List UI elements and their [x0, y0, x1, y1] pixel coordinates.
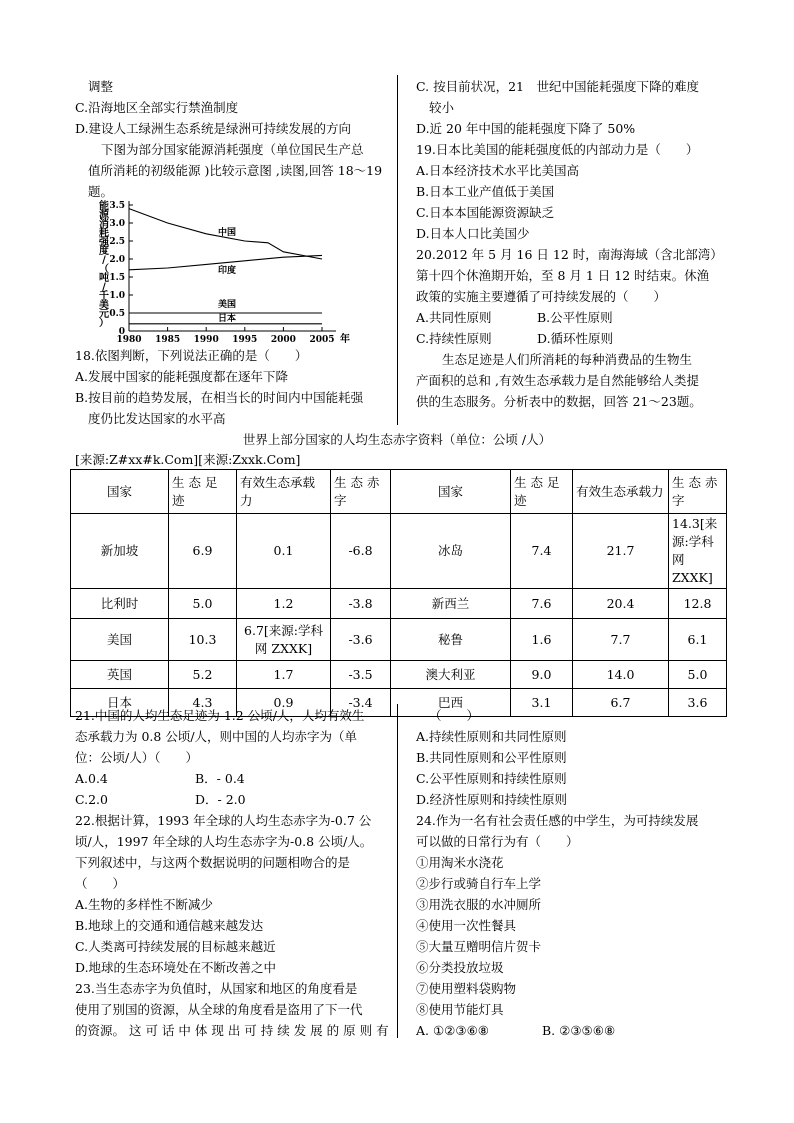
right-column-top: [416, 76, 736, 412]
cell: 5.0: [669, 661, 727, 689]
q22-stem-line3: 下列叙述中，与这两个数据说明的问题相吻合的是: [75, 855, 351, 870]
header-country: 国家: [71, 470, 169, 514]
q22-stem-line2: 顷/人，1997 年全球的人均生态赤字为-0.8 公顷/人。: [75, 834, 373, 849]
q19-option-b: B.日本工业产值低于美国: [416, 184, 555, 199]
cell: -3.5: [331, 661, 391, 689]
y-axis-label: 能源消耗强度/（吨/千美元）: [99, 201, 109, 329]
q22-option-b: B.地球上的交通和通信越来越发达: [75, 918, 264, 933]
cell: 0.1: [237, 514, 331, 589]
cell: 3.6: [669, 689, 727, 717]
q23-stem-line2: 使用了别国的资源，从全球的角度看是盗用了下一代: [75, 1002, 363, 1017]
q20-option-b: B.公平性原则: [537, 310, 613, 325]
table-row: [71, 589, 727, 619]
y-tick-label: 0.5: [109, 309, 125, 319]
y-tick-label: 1.5: [109, 273, 125, 283]
q24-item-6: ⑥分类投放垃圾: [416, 960, 504, 975]
q21-option-b: B．- 0.4: [195, 771, 245, 786]
q18-option-c: C. 按目前状况，21 世纪中国能耗强度下降的难度: [416, 79, 699, 94]
x-tick-label: 1995: [232, 335, 258, 345]
q21-option-d: D．- 2.0: [195, 792, 246, 807]
cell: 巴西: [391, 689, 511, 717]
q23-option-a: A.持续性原则和共同性原则: [416, 729, 567, 744]
cell: 4.3: [169, 689, 237, 717]
q21-options-ab: [75, 768, 390, 789]
cell: 21.7: [573, 514, 669, 589]
left-column-top: [75, 76, 390, 202]
q18-option-b-cont: 度仍比发达国家的水平高: [88, 411, 226, 426]
q17-option-d: D.建设人工绿洲生态系统是绿洲可持续发展的方向: [75, 121, 352, 136]
cell: 澳大利亚: [391, 661, 511, 689]
energy-intensity-chart-svg: [96, 197, 366, 345]
q18-option-d: D.近 20 年中国的能耗强度下降了 50%: [416, 121, 636, 136]
cell: 0.9: [237, 689, 331, 717]
table-row: [71, 661, 727, 689]
cell: 比利时: [71, 589, 169, 619]
q21-stem-line1: 21.中国的人均生态足迹为 1.2 公顷/人，人均有效生: [75, 708, 365, 723]
y-tick-label: 1.0: [109, 291, 125, 301]
q23-option-d: D.经济性原则和持续性原则: [416, 792, 568, 807]
q21-options-cd: [75, 789, 390, 810]
q24-item-1: ①用淘米水浇花: [416, 855, 504, 870]
table-header-row: [71, 470, 727, 514]
cell: 美国: [71, 619, 169, 661]
series-label-1: 印度: [218, 266, 237, 276]
series-label-0: 中国: [218, 228, 237, 238]
cell: -3.6: [331, 619, 391, 661]
table-row: [71, 619, 727, 661]
header-country-2: 国家: [391, 470, 511, 514]
cell: 1.2: [237, 589, 331, 619]
q22-stem-line1: 22.根据计算，1993 年全球的人均生态赤字为-0.7 公: [75, 813, 372, 828]
table-intro-line2: 产面积的总和 ,有效生态承载力是自然能够给人类提: [416, 373, 699, 388]
q18-option-c-cont: 较小: [429, 100, 455, 115]
x-tick-label: 2000: [270, 335, 296, 345]
header-footprint-2: 生 态 足 迹: [511, 470, 573, 514]
q19-option-d: D.日本人口比美国少: [416, 226, 530, 241]
series-label-3: 日本: [218, 314, 237, 324]
header-capacity: 有效生态承载力: [237, 470, 331, 514]
q22-stem-line4: （ ）: [75, 876, 126, 891]
q20-stem-line3: 政策的实施主要遵循了可持续发展的（ ）: [416, 289, 667, 304]
cell: 3.1: [511, 689, 573, 717]
q21-option-c: C.2.0: [75, 792, 108, 807]
table-intro-line3: 供的生态服务。分析表中的数据，回答 21～23题。: [416, 394, 702, 409]
x-tick-label: 1985: [155, 335, 181, 345]
x-tick-label: 2005: [309, 335, 335, 345]
table-source-note: [来源:Z#xx#k.Com][来源:Zxxk.Com]: [75, 452, 301, 467]
cell: 6.9: [169, 514, 237, 589]
q18-option-a: A.发展中国家的能耗强度都在逐年下降: [75, 369, 289, 384]
cell: 5.2: [169, 661, 237, 689]
q18-stem: 18.依图判断，下列说法正确的是（ ）: [75, 348, 308, 363]
energy-intensity-chart: [96, 197, 366, 345]
column-divider-bottom: [397, 704, 398, 1038]
cell: 5.0: [169, 589, 237, 619]
q22-option-d: D.地球的生态环境处在不断改善之中: [75, 960, 277, 975]
q21-stem-line3: 位：公顷/人）（ ）: [75, 750, 198, 765]
q20-stem-line1: 20.2012 年 5 月 16 日 12 时，南海海域（含北部湾）: [416, 247, 723, 262]
header-capacity-2: 有效生态承载力: [573, 470, 669, 514]
q23-stem-line4: （ ）: [429, 708, 480, 723]
q20-option-c: C.持续性原则: [416, 331, 492, 346]
cell: 20.4: [573, 589, 669, 619]
x-tick-label: 1980: [116, 335, 142, 345]
y-tick-label: 3.0: [109, 219, 125, 229]
cell: 1.6: [511, 619, 573, 661]
q23-option-c: C.公平性原则和持续性原则: [416, 771, 567, 786]
header-deficit: 生 态 赤 字: [331, 470, 391, 514]
y-tick-label: 2.0: [109, 255, 125, 265]
q24-option-b: B. ②③⑤⑥⑧: [542, 1023, 616, 1038]
q23-option-b: B.共同性原则和公平性原则: [416, 750, 567, 765]
q17-option-b-cont: 调整: [88, 79, 114, 94]
chart-intro-line3: 题。: [88, 184, 114, 199]
q19-option-c: C.日本本国能源资源缺乏: [416, 205, 555, 220]
table-row: [71, 514, 727, 589]
series-label-2: 美国: [218, 300, 237, 310]
cell: 10.3: [169, 619, 237, 661]
q20-option-d: D.循环性原则: [537, 331, 614, 346]
q24-item-4: ④使用一次性餐具: [416, 918, 517, 933]
q24-item-7: ⑦使用塑料袋购物: [416, 981, 517, 996]
q24-item-5: ⑤大量互赠明信片贺卡: [416, 939, 542, 954]
column-divider-top: [397, 75, 398, 425]
q23-stem-line3: 的资源。 这 可 话 中 体 现 出 可 持 续 发 展 的 原 则 有: [75, 1023, 389, 1038]
cell: 7.4: [511, 514, 573, 589]
x-tick-label: 1990: [193, 335, 219, 345]
cell: -3.8: [331, 589, 391, 619]
left-column-bottom: [75, 705, 390, 1041]
q20-stem-line2: 第十四个休渔期开始，至 8 月 1 日 12 时结束。休渔: [416, 268, 710, 283]
cell: 6.7[来源:学科网 ZXXK]: [237, 619, 331, 661]
q19-option-a: A.日本经济技术水平比美国高: [416, 163, 580, 178]
q17-option-c: C.沿海地区全部实行禁渔制度: [75, 100, 239, 115]
cell: -6.8: [331, 514, 391, 589]
cell: 7.6: [511, 589, 573, 619]
cell: 新西兰: [391, 589, 511, 619]
q20-options-cd: [416, 328, 736, 349]
cell: 日本: [71, 689, 169, 717]
cell: 冰岛: [391, 514, 511, 589]
cell: 1.7: [237, 661, 331, 689]
q22-option-a: A.生物的多样性不断减少: [75, 897, 214, 912]
cell: 秘鲁: [391, 619, 511, 661]
q21-stem-line2: 态承载力为 0.8 公顷/人，则中国的人均赤字为（单: [75, 729, 358, 744]
q24-item-8: ⑧使用节能灯具: [416, 1002, 504, 1017]
header-deficit-2: 生 态 赤 字: [669, 470, 727, 514]
cell: 6.7: [573, 689, 669, 717]
question-18: [75, 345, 390, 429]
q24-options-ab: [416, 1020, 736, 1041]
q18-option-b: B.按目前的趋势发展，在相当长的时间内中国能耗强: [75, 390, 364, 405]
q24-stem-line1: 24.作为一名有社会责任感的中学生，为可持续发展: [416, 813, 699, 828]
header-footprint: 生 态 足 迹: [169, 470, 237, 514]
q24-stem-line2: 可以做的日常行为有（ ）: [416, 834, 579, 849]
chart-intro-line2: 值所消耗的初级能源 )比较示意图 ,读图,回答 18～19: [88, 163, 383, 178]
cell: 7.7: [573, 619, 669, 661]
right-column-bottom: [416, 705, 736, 1041]
q21-option-a: A.0.4: [75, 771, 108, 786]
cell: 新加坡: [71, 514, 169, 589]
x-axis-unit: 年: [340, 334, 350, 345]
table-intro-line1: 生态足迹是人们所消耗的每种消费品的生物生: [442, 352, 693, 367]
chart-intro-line1: 下图为部分国家能源消耗强度（单位国民生产总: [101, 142, 364, 157]
cell: 14.0: [573, 661, 669, 689]
eco-deficit-table: [70, 469, 727, 717]
q20-option-a: A.共同性原则: [416, 310, 492, 325]
y-tick-label: 2.5: [109, 237, 125, 247]
cell: -3.4: [331, 689, 391, 717]
cell: 6.1: [669, 619, 727, 661]
cell: 英国: [71, 661, 169, 689]
y-tick-label: 0: [118, 327, 125, 337]
q19-stem: 19.日本比美国的能耗强度低的内部动力是（ ）: [416, 142, 699, 157]
q23-stem-line1: 23.当生态赤字为负值时，从国家和地区的角度看是: [75, 981, 358, 996]
cell: 14.3[来源:学科网 ZXXK]: [669, 514, 727, 589]
q22-option-c: C.人类离可持续发展的目标越来越近: [75, 939, 276, 954]
cell: 12.8: [669, 589, 727, 619]
q24-item-3: ③用洗衣服的水冲厕所: [416, 897, 542, 912]
q24-item-2: ②步行或骑自行车上学: [416, 876, 542, 891]
table-title: 世界上部分国家的人均生态赤字资料（单位：公顷 /人）: [242, 432, 552, 447]
cell: 9.0: [511, 661, 573, 689]
q20-options-ab: [416, 307, 736, 328]
y-tick-label: 3.5: [109, 201, 125, 211]
q24-option-a: A. ①②③⑥⑧: [416, 1023, 490, 1038]
